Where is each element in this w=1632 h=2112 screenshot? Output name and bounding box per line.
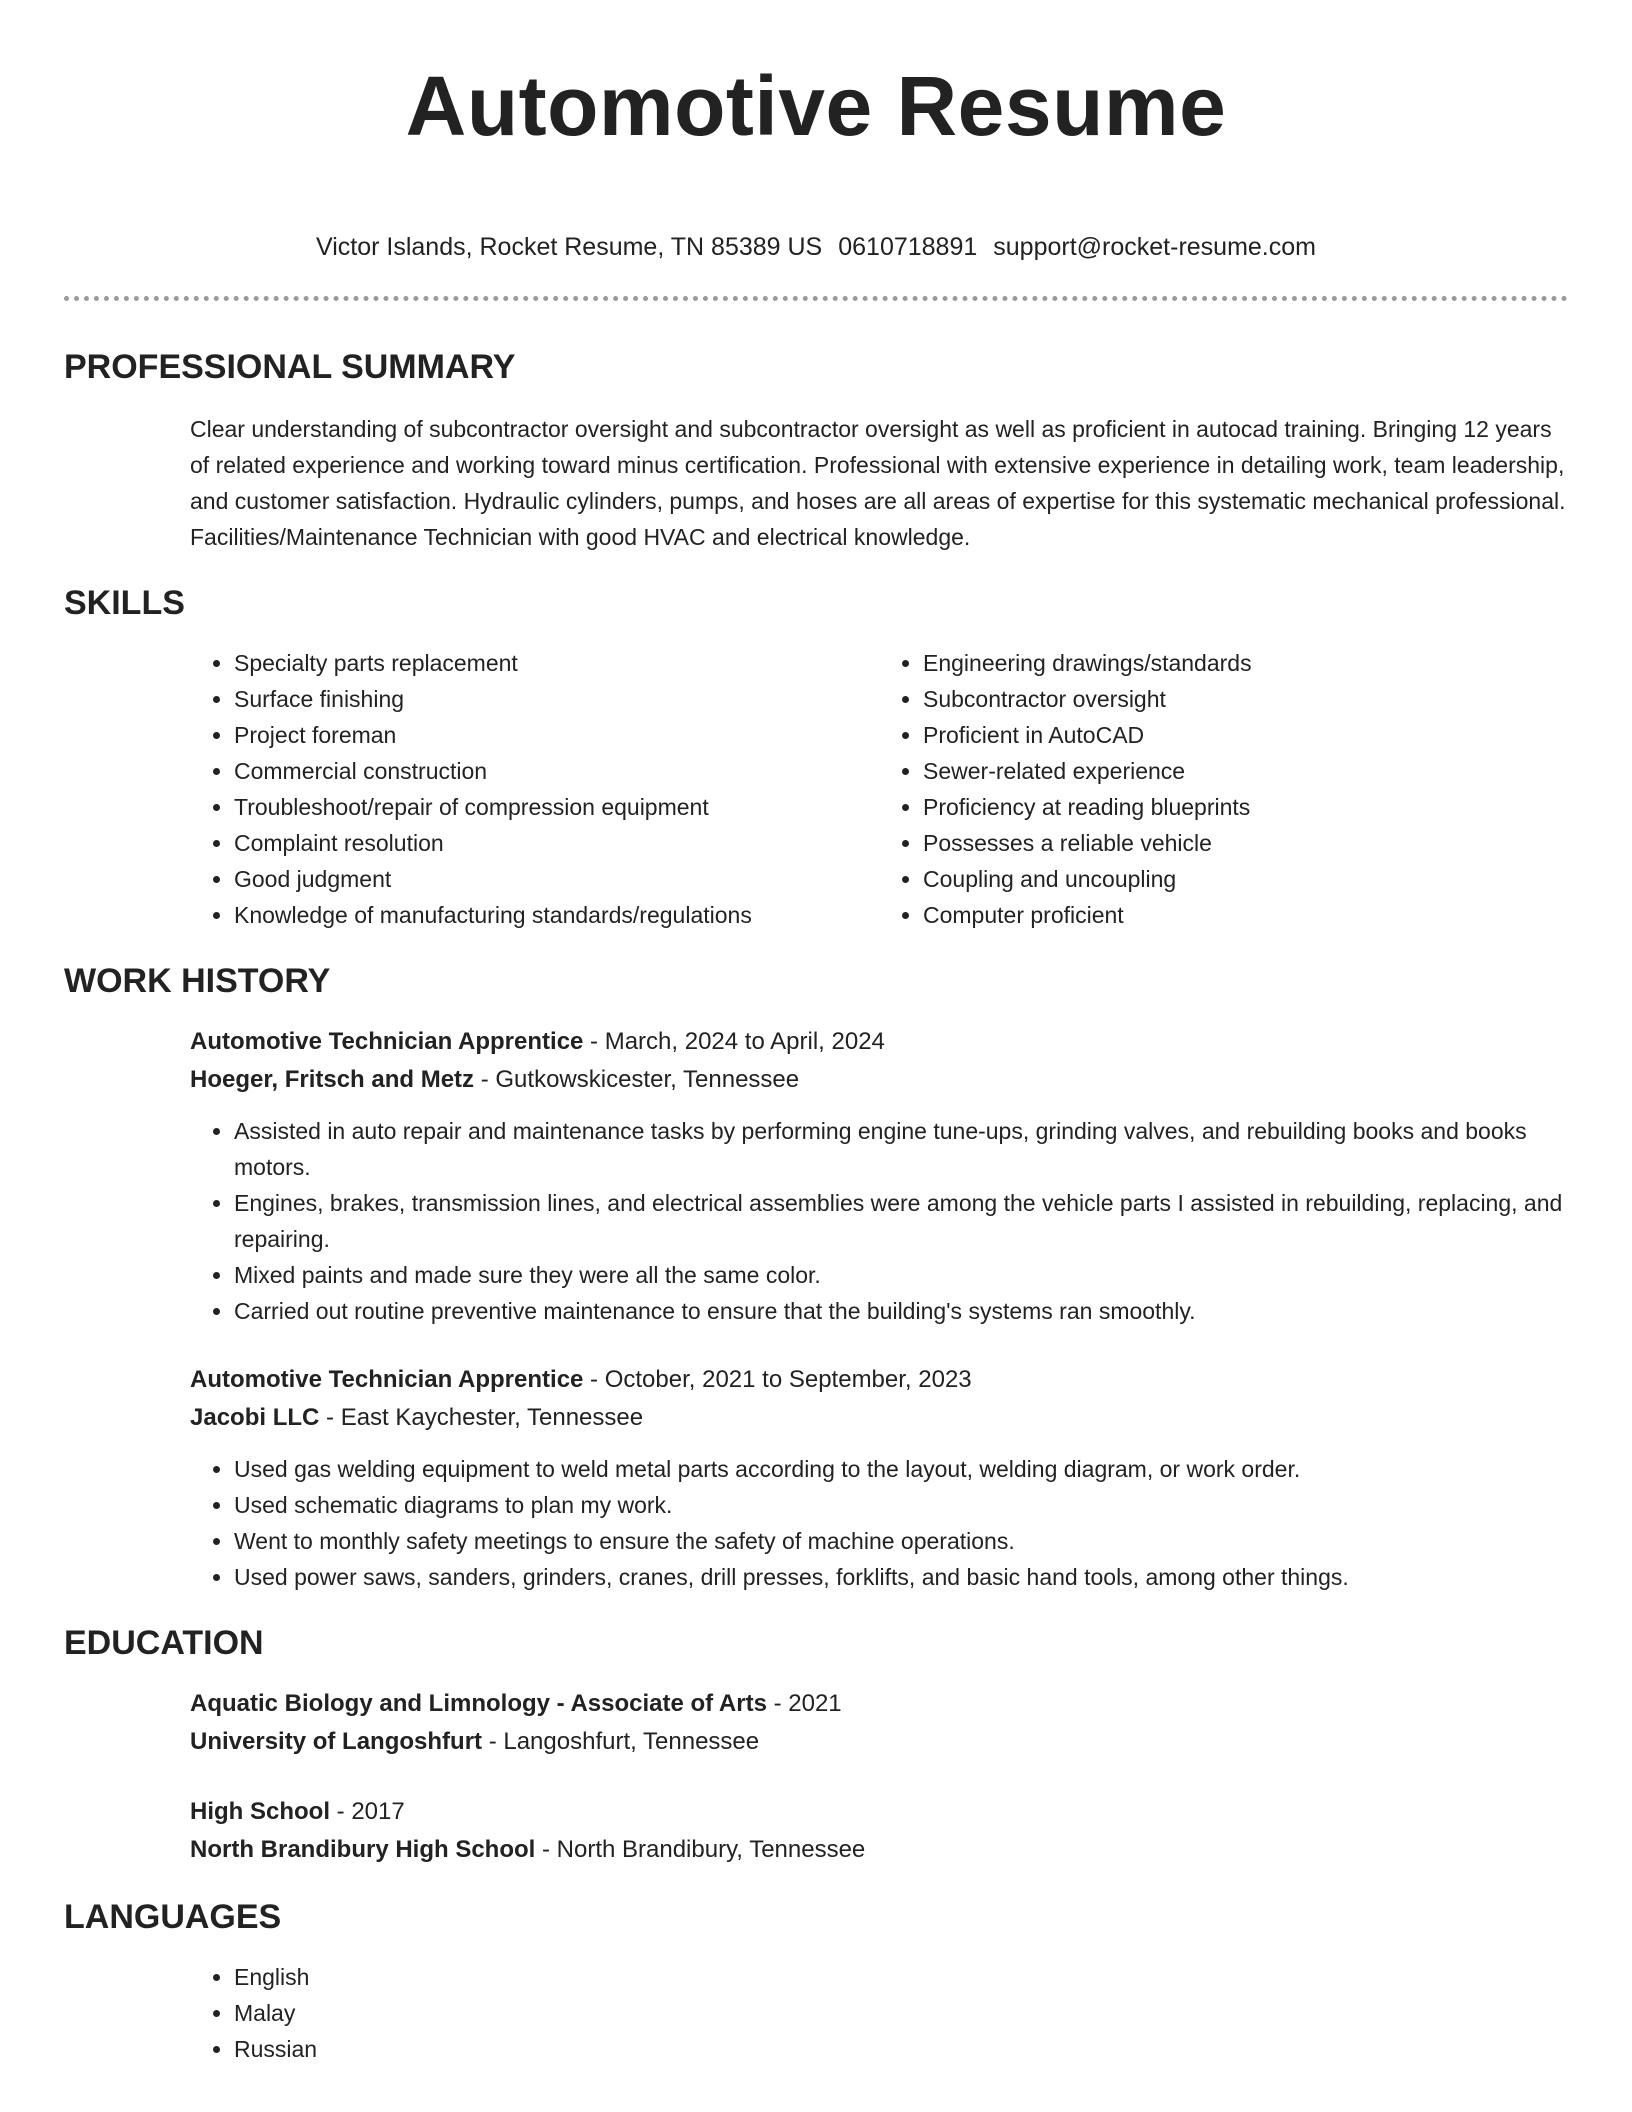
skills-column-right: [879, 645, 1568, 933]
language-item: • Malay: [234, 1995, 1568, 2031]
skill-item: • Good judgment: [234, 861, 879, 897]
job-title-line: [190, 1361, 1568, 1399]
job-company: Jacobi LLC: [190, 1404, 320, 1431]
education-year: - 2017: [330, 1798, 405, 1825]
languages-section: [190, 1959, 1568, 2067]
education-entry: [190, 1685, 1568, 1761]
job-bullet: • Mixed paints and made sure they were all the same color.: [234, 1257, 1568, 1293]
skill-item: • Coupling and uncoupling: [923, 861, 1568, 897]
education-heading: EDUCATION: [64, 1624, 264, 1662]
job-bullet: • Used schematic diagrams to plan my work.: [234, 1487, 1568, 1523]
skill-item: • Possesses a reliable vehicle: [923, 825, 1568, 861]
job-bullet: • Went to monthly safety meetings to ensure the safety of machine operations.: [234, 1523, 1568, 1559]
skill-item: • Computer proficient: [923, 897, 1568, 933]
summary-section: [190, 411, 1568, 555]
skill-item: • Commercial construction: [234, 753, 879, 789]
education-degree: Aquatic Biology and Limnology - Associate of Arts: [190, 1690, 767, 1717]
summary-text: Clear understanding of subcontractor oversight and subcontractor oversight as well as proficient in autocad training. Bringing 12 years of related experience and working toward minus certification. Professional with extensive experience in detailing work, team leadership, and customer satisfaction. Hydraulic cylinders, pumps, and hoses are all areas of expertise for this systematic mechanical professional. Facilities/Maintenance Technician with good HVAC and electrical knowledge.: [190, 416, 1566, 550]
skill-item: • Subcontractor oversight: [923, 681, 1568, 717]
resume-title: Automotive Resume: [405, 59, 1227, 153]
job-location: - Gutkowskicester, Tennessee: [474, 1066, 800, 1093]
education-school-line: [190, 1723, 1568, 1761]
work-heading: WORK HISTORY: [64, 962, 331, 1000]
education-section: [190, 1685, 1568, 1869]
education-school-line: [190, 1831, 1568, 1869]
education-year: - 2021: [766, 1690, 842, 1717]
job-bullet: • Assisted in auto repair and maintenance tasks by performing engine tune-ups, grinding valves, and rebuilding books and books motors.: [234, 1113, 1568, 1185]
skills-heading: SKILLS: [64, 584, 185, 622]
job-entry: [190, 1361, 1568, 1595]
job-bullet: • Engines, brakes, transmission lines, and electrical assemblies were among the vehicle parts I assisted in rebuilding, replacing, and repairing.: [234, 1185, 1568, 1257]
job-title-line: [190, 1023, 1568, 1061]
skill-item: • Proficient in AutoCAD: [923, 717, 1568, 753]
skill-item: • Complaint resolution: [234, 825, 879, 861]
education-degree-line: [190, 1685, 1568, 1723]
job-bullet: • Used power saws, sanders, grinders, cranes, drill presses, forklifts, and basic hand tools, among other things.: [234, 1559, 1568, 1595]
job-dates: - March, 2024 to April, 2024: [583, 1028, 885, 1055]
work-section: [190, 1023, 1568, 1595]
summary-heading: PROFESSIONAL SUMMARY: [64, 348, 516, 386]
education-school: North Brandibury High School: [190, 1836, 536, 1863]
skill-item: • Proficiency at reading blueprints: [923, 789, 1568, 825]
job-title: Automotive Technician Apprentice: [190, 1366, 584, 1393]
skill-item: • Sewer-related experience: [923, 753, 1568, 789]
job-bullet: • Carried out routine preventive maintenance to ensure that the building's systems ran smoothly.: [234, 1293, 1568, 1329]
job-title: Automotive Technician Apprentice: [190, 1028, 584, 1055]
contact-line: [64, 232, 1568, 262]
skill-item: • Specialty parts replacement: [234, 645, 879, 681]
job-bullets: [190, 1451, 1568, 1595]
job-company: Hoeger, Fritsch and Metz: [190, 1066, 475, 1093]
job-company-line: [190, 1061, 1568, 1099]
header-divider: [64, 296, 1568, 301]
skill-item: • Engineering drawings/standards: [923, 645, 1568, 681]
education-location: - Langoshfurt, Tennessee: [482, 1728, 760, 1755]
skill-item: • Knowledge of manufacturing standards/regulations: [234, 897, 879, 933]
education-degree: High School: [190, 1798, 330, 1825]
job-entry: [190, 1023, 1568, 1329]
job-dates: - October, 2021 to September, 2023: [583, 1366, 972, 1393]
skills-column-left: [190, 645, 879, 933]
job-bullets: [190, 1113, 1568, 1329]
education-location: - North Brandibury, Tennessee: [535, 1836, 866, 1863]
languages-list: [190, 1959, 1568, 2067]
contact-phone: 0610718891: [838, 233, 978, 261]
language-item: • Russian: [234, 2031, 1568, 2067]
skill-item: • Surface finishing: [234, 681, 879, 717]
job-company-line: [190, 1399, 1568, 1437]
contact-address: Victor Islands, Rocket Resume, TN 85389 US: [315, 233, 823, 261]
education-school: University of Langoshfurt: [190, 1728, 483, 1755]
languages-heading: LANGUAGES: [64, 1898, 282, 1936]
language-item: • English: [234, 1959, 1568, 1995]
contact-email: support@rocket-resume.com: [993, 233, 1316, 261]
job-location: - East Kaychester, Tennessee: [319, 1404, 644, 1431]
education-degree-line: [190, 1793, 1568, 1831]
skill-item: • Project foreman: [234, 717, 879, 753]
job-bullet: • Used gas welding equipment to weld metal parts according to the layout, welding diagram, or work order.: [234, 1451, 1568, 1487]
skills-list: [190, 645, 1568, 933]
education-entry: [190, 1793, 1568, 1869]
skill-item: • Troubleshoot/repair of compression equipment: [234, 789, 879, 825]
